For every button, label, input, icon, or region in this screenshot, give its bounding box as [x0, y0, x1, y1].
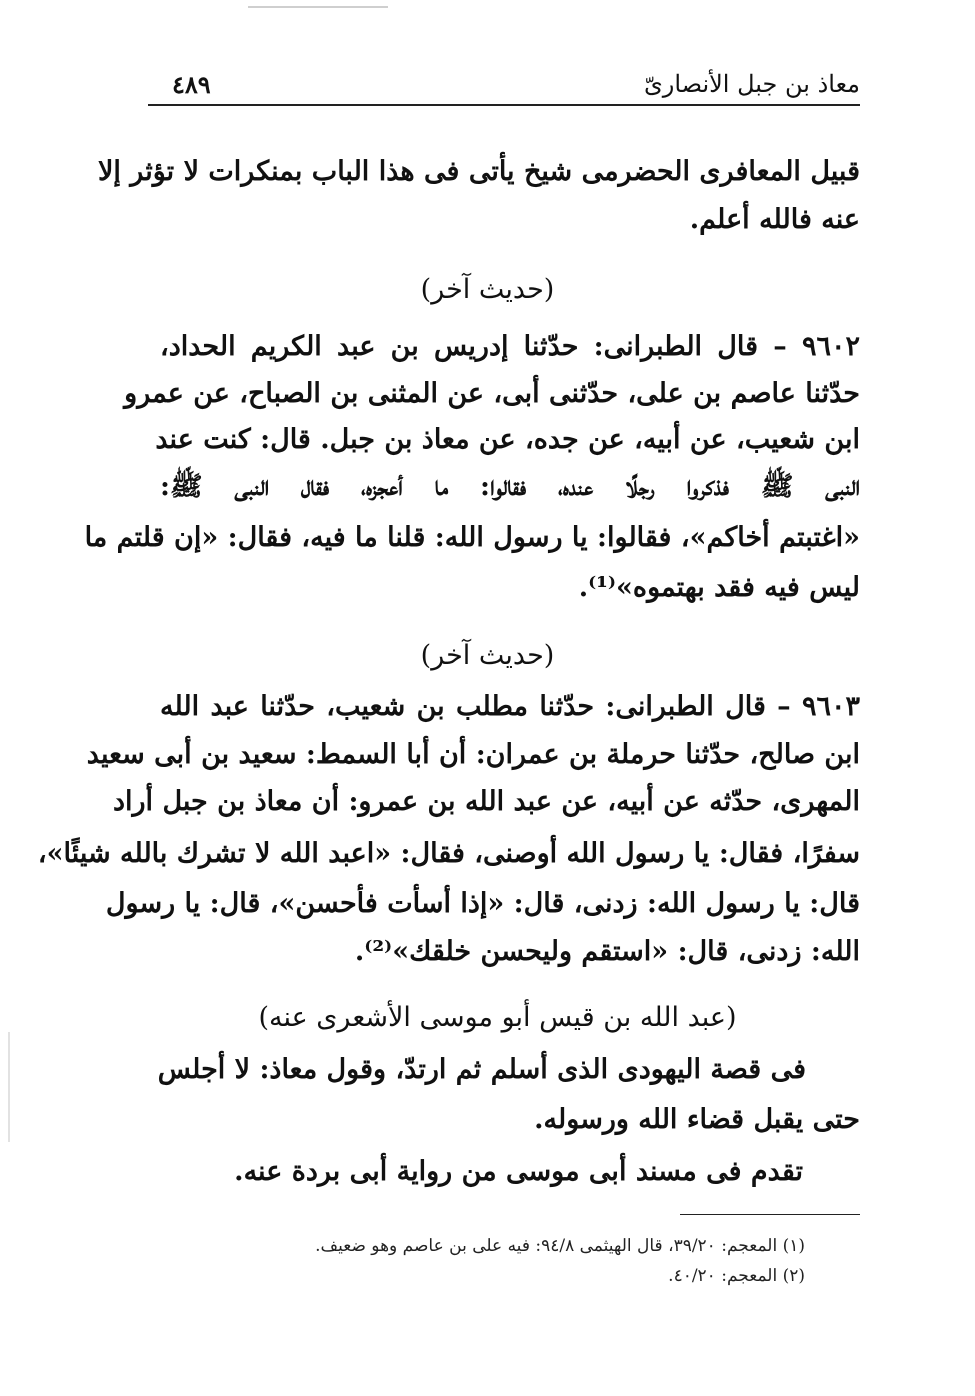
- text-line: ابن صالح، حدّثنا حرملة بن عمران: أن أبا السمط: سعيد بن أبى سعيد: [86, 739, 860, 770]
- footnote: (٢) المعجم: ٤٠/٢٠.: [668, 1266, 805, 1286]
- text-line: ٩٦٠٣ – قال الطبرانى: حدّثنا مطلب بن شعيب، حدّثنا عبد الله: [160, 691, 860, 722]
- text-line: ٩٦٠٢ – قال الطبرانى: حدّثنا إدريس بن عبد الكريم الحداد،: [160, 331, 860, 362]
- section-heading: (عبد الله بن قيس أبو موسى الأشعرى عنه): [258, 1002, 737, 1033]
- text-line: عنه فالله أعلم.: [689, 204, 860, 235]
- text-line: سفرًا، فقال: يا رسول الله أوصنى، فقال: «اعبد الله لا تشرك بالله شيئًا»،: [37, 838, 860, 869]
- footnote: (١) المعجم: ٣٩/٢٠، قال الهيثمى ٩٤/٨: فيه على بن عاصم وهو ضعيف.: [315, 1236, 805, 1256]
- text-line: ابن شعيب، عن أبيه، عن جده، عن معاذ بن جبل. قال: كنت عند: [155, 424, 860, 455]
- scan-artifact-left: [8, 1032, 10, 1142]
- text-line: النبى ﷺ فذكروا رجلًا عنده، فقالوا: ما أعجزه، فقال النبى ﷺ:: [160, 471, 860, 502]
- text-line: قال: يا رسول الله: زدنى، قال: «إذا أسأت فأحسن»، قال: يا رسول: [105, 888, 860, 919]
- text-line: «اغتبتم أخاكم»، فقالوا: يا رسول الله: قلنا ما فيه، فقال: «إن قلتم ما: [84, 522, 860, 553]
- text-line: حتى يقبل قضاء الله ورسوله.: [534, 1104, 860, 1135]
- footnote-rule: [680, 1214, 860, 1215]
- text-line: الله: زدنى، قال: «استقم وليحسن خلقك»⁽²⁾.: [354, 936, 860, 967]
- running-header-title: معاذ بن جبل الأنصارىّ: [643, 70, 860, 98]
- section-heading: (حديث آخر): [420, 274, 555, 305]
- text-line: فى قصة اليهودى الذى أسلم ثم ارتدّ، وقول معاذ: لا أجلس: [157, 1054, 806, 1085]
- text-line: حدّثنا عاصم بن على، حدّثنى أبى، عن المثنى بن الصباح، عن عمرو: [124, 378, 860, 409]
- section-heading: (حديث آخر): [420, 640, 555, 671]
- text-line: المهرى، حدّثه عن أبيه، عن عبد الله بن عمرو: أن معاذ بن جبل أراد: [112, 786, 860, 817]
- text-line: ليس فيه فقد بهتموه»⁽¹⁾.: [578, 572, 860, 603]
- text-line: تقدم فى مسند أبى موسى من رواية أبى بردة عنه.: [234, 1156, 803, 1187]
- text-line: قبيل المعافرى الحضرمى شيخ يأتى فى هذا الباب بمنكرات لا تؤثر إلا: [98, 156, 860, 187]
- page-number: ٤٨٩: [172, 70, 211, 99]
- scan-artifact-top: [248, 6, 388, 8]
- header-rule: [148, 104, 860, 106]
- running-header: [148, 62, 860, 106]
